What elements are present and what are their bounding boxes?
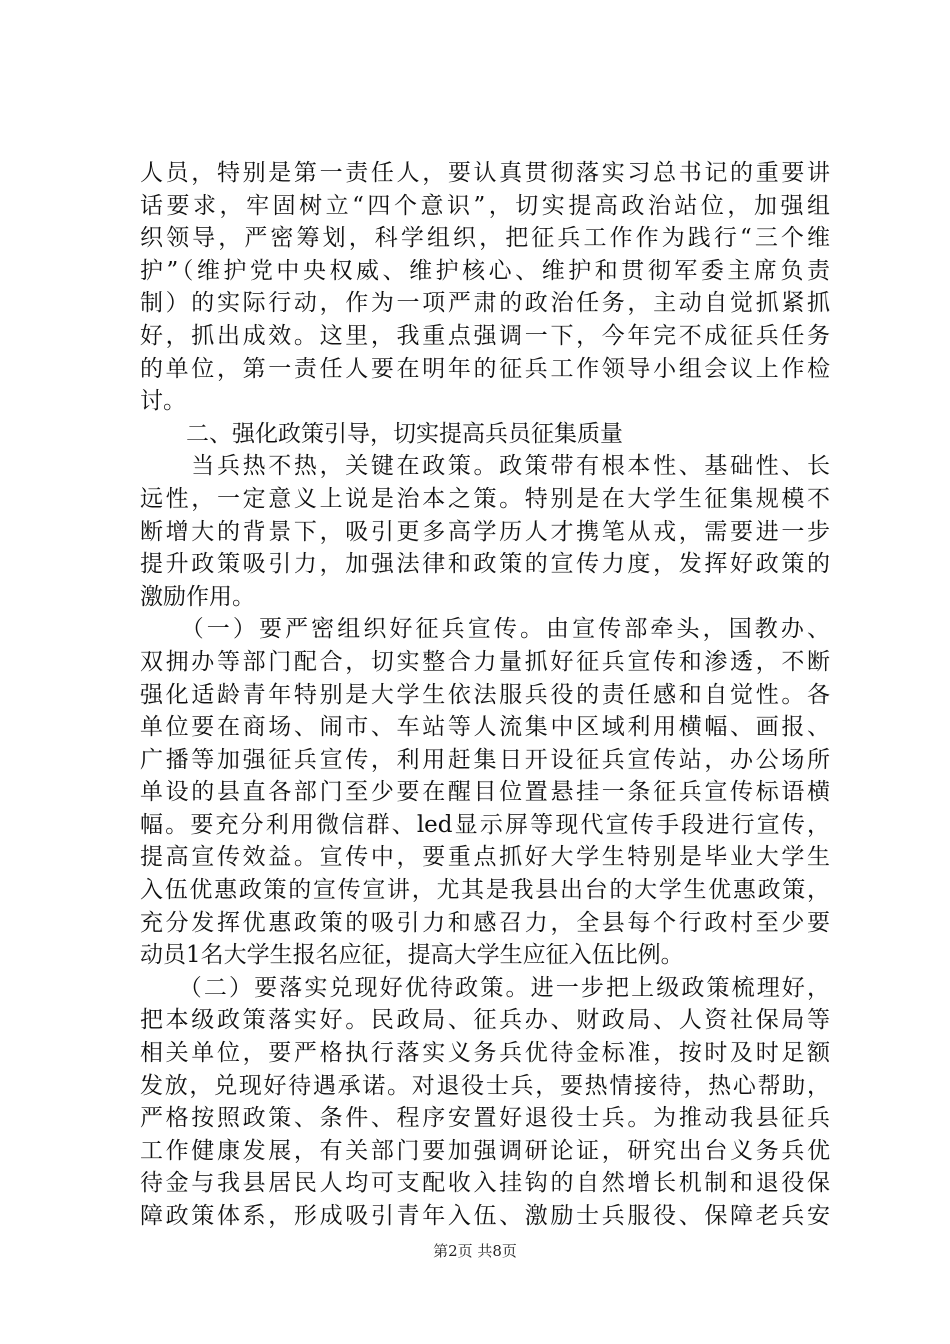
text-line: 单设的县直各部门至少要在醒目位置悬挂一条征兵宣传标语横 [140, 779, 830, 806]
text-line: 激励作用。 [140, 583, 255, 610]
text-line: 广播等加强征兵宣传，利用赶集日开设征兵宣传站，办公场所 [140, 746, 830, 773]
text-line: 强化适龄青年特别是大学生依法服兵役的责任感和自觉性。各 [140, 681, 830, 708]
text-line: 待金与我县居民人均可支配收入挂钩的自然增长机制和退役保 [140, 1170, 830, 1197]
text-line: （二）要落实兑现好优待政策。进一步把上级政策梳理好， [140, 974, 830, 1001]
text-line: 制）的实际行动，作为一项严肃的政治任务，主动自觉抓紧抓 [140, 290, 830, 317]
text-line: 的单位，第一责任人要在明年的征兵工作领导小组会议上作检 [140, 355, 830, 382]
text-line: 工作健康发展，有关部门要加强调研论证，研究出台义务兵优 [140, 1137, 830, 1164]
text-line: 动员1名大学生报名应征，提高大学生应征入伍比例。 [140, 942, 684, 969]
text-line: 护”（维护党中央权威、维护核心、维护和贯彻军委主席负责 [140, 257, 830, 284]
text-line: 把本级政策落实好。民政局、征兵办、财政局、人资社保局等 [140, 1007, 830, 1034]
text-line: 提升政策吸引力，加强法律和政策的宣传力度，发挥好政策的 [140, 551, 830, 578]
text-line: 当兵热不热，关键在政策。政策带有根本性、基础性、长 [140, 453, 830, 480]
text-line: 断增大的背景下，吸引更多高学历人才携笔从戎，需要进一步 [140, 518, 830, 545]
text-line: 单位要在商场、闹市、车站等人流集中区域利用横幅、画报、 [140, 714, 830, 741]
text-line: 入伍优惠政策的宣传宣讲，尤其是我县出台的大学生优惠政策， [140, 877, 830, 904]
text-line: 双拥办等部门配合，切实整合力量抓好征兵宣传和渗透，不断 [140, 648, 830, 675]
text-line: 讨。 [140, 388, 186, 415]
text-line: 严格按照政策、条件、程序安置好退役士兵。为推动我县征兵 [140, 1105, 830, 1132]
text-line: 织领导，严密筹划，科学组织，把征兵工作作为践行“三个维 [140, 225, 830, 252]
text-line: 话要求，牢固树立“四个意识”，切实提高政治站位，加强组 [140, 192, 830, 219]
text-line: 提高宣传效益。宣传中，要重点抓好大学生特别是毕业大学生 [140, 844, 830, 871]
text-line: 好，抓出成效。这里，我重点强调一下，今年完不成征兵任务 [140, 322, 830, 349]
text-line: 幅。要充分利用微信群、led显示屏等现代宣传手段进行宣传， [140, 811, 830, 838]
text-line: （一）要严密组织好征兵宣传。由宣传部牵头，国教办、 [140, 616, 830, 643]
text-line: 发放，兑现好待遇承诺。对退役士兵，要热情接待，热心帮助， [140, 1072, 830, 1099]
page-footer: 第2页 共8页 [433, 1242, 517, 1260]
text-line: 远性，一定意义上说是治本之策。特别是在大学生征集规模不 [140, 485, 830, 512]
text-line: 障政策体系，形成吸引青年入伍、激励士兵服役、保障老兵安 [140, 1203, 830, 1229]
document-body [140, 157, 830, 1233]
text-line: 充分发挥优惠政策的吸引力和感召力，全县每个行政村至少要 [140, 909, 830, 936]
section-heading: 二、强化政策引导，切实提高兵员征集质量 [140, 420, 623, 447]
text-line: 人员，特别是第一责任人，要认真贯彻落实习总书记的重要讲 [140, 160, 830, 186]
text-line: 相关单位，要严格执行落实义务兵优待金标准，按时及时足额 [140, 1040, 830, 1067]
